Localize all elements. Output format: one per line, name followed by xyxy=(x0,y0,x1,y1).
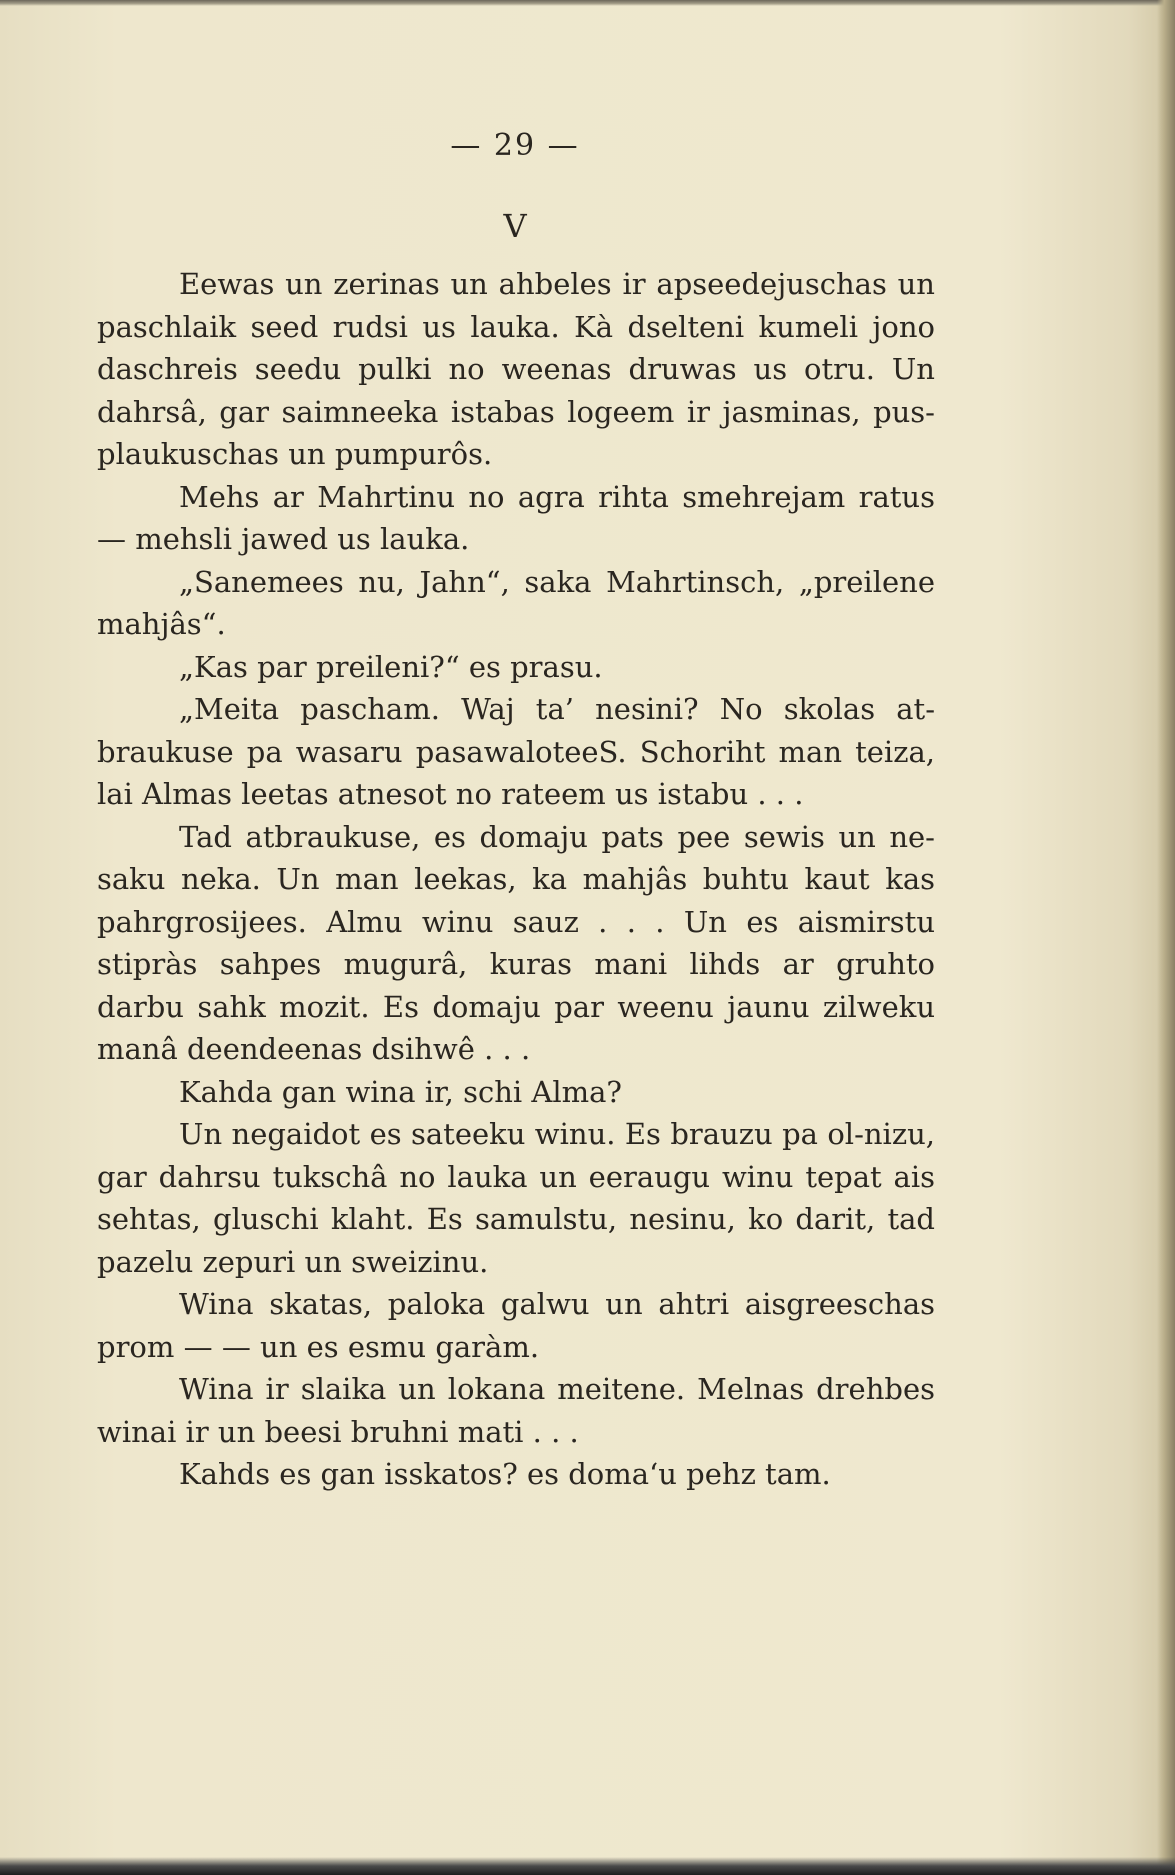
body-text xyxy=(97,263,935,1496)
paragraph: Mehs ar Mahrtinu no agra rihta smehrejam ratus — mehsli jawed us lauka. xyxy=(97,479,935,556)
paragraph: Wina skatas, paloka galwu un ahtri aisgreeschas prom — — un es esmu garàm. xyxy=(97,1287,935,1364)
paragraph: Un negaidot es sateeku winu. Es brauzu pa ol-nizu, gar dahrsu tukschâ no lauka un eeraugu winu tepat ais sehtas, gluschi klaht. Es samulstu, nesinu, ko darit, tad pazelu zepuri un sweizinu. xyxy=(97,1117,935,1279)
paragraph: „Meita pascham. Waj ta’ nesini? No skolas at-braukuse pa wasaru pasawaloteeS. Schoriht man teiza, lai Almas leetas atnesot no rateem us istabu . . . xyxy=(97,692,935,811)
paragraph: Kahda gan wina ir, schi Alma? xyxy=(179,1074,622,1109)
paragraph: „Sanemees nu, Jahn“, saka Mahrtinsch, „preilene mahjâs“. xyxy=(97,564,935,641)
page-binding-shadow xyxy=(1157,0,1175,1875)
page-number: — 29 — xyxy=(450,128,580,163)
paragraph: Kahds es gan isskatos? es doma‘u pehz tam. xyxy=(179,1457,831,1491)
paragraph: „Kas par preileni?“ es prasu. xyxy=(179,649,603,684)
page-top-edge xyxy=(0,0,1175,6)
paragraph: Tad atbraukuse, es domaju pats pee sewis un ne-saku neka. Un man leekas, ka mahjâs buhtu kaut kas pahrgrosijees. Almu winu sauz . . . Un es aismirstu stipràs sahpes mugurâ, kuras mani lihds ar gruhto darbu sahk mozit. Es domaju par weenu jaunu zilweku manâ deendeenas dsihwê . . . xyxy=(97,819,935,1066)
paragraph: Eewas un zerinas un ahbeles ir apseedejuschas un paschlaik seed rudsi us lauka. Kà dselteni kumeli jono daschreis seedu pulki no weenas druwas us otru. Un dahrsâ, gar saimneeka istabas logeem ir jasminas, pus-plaukuschas un pumpurôs. xyxy=(97,267,935,471)
page-bottom-edge xyxy=(0,1857,1175,1875)
chapter-heading: V xyxy=(503,207,527,245)
paragraph: Wina ir slaika un lokana meitene. Melnas drehbes winai ir un beesi bruhni mati . . . xyxy=(97,1372,935,1449)
